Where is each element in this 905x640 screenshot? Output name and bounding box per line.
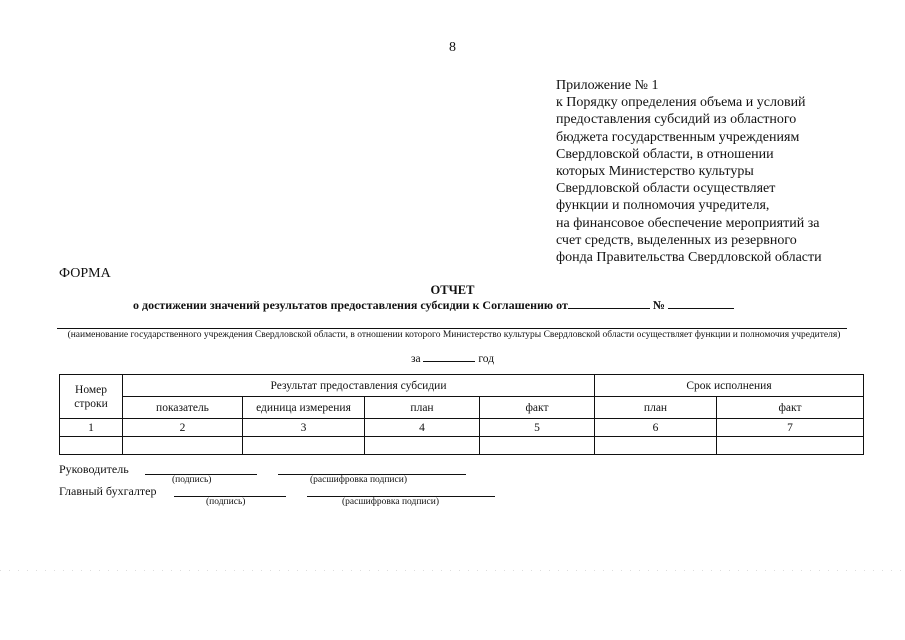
- accountant-signature-caption: (подпись): [206, 497, 246, 507]
- column-number: 2: [123, 419, 243, 437]
- appendix-line: которых Министерство культуры: [556, 164, 754, 180]
- column-number: 3: [243, 419, 365, 437]
- accountant-decryption-caption: (расшифровка подписи): [342, 497, 439, 507]
- form-label: ФОРМА: [59, 266, 111, 281]
- table-subheader-row: [60, 397, 864, 419]
- appendix-line: Приложение № 1: [556, 78, 659, 93]
- table-header-row: [60, 375, 864, 397]
- report-subtitle: [133, 297, 734, 313]
- agreement-number-field[interactable]: [668, 297, 734, 309]
- deadline-group-header: Срок исполнения: [595, 375, 864, 397]
- row-number-header: Номер строки: [60, 375, 123, 419]
- result-group-header: Результат предоставления субсидии: [123, 375, 595, 397]
- table-cell[interactable]: [365, 437, 480, 455]
- org-name-caption: (наименование государственного учреждения Свердловской области, в отношении которого Министерство культуры Свердловской области осуществляет функции и полномочия учредителя): [67, 330, 841, 340]
- table-cell[interactable]: [60, 437, 123, 455]
- column-number-row: [60, 419, 864, 437]
- unit-header: единица измерения: [243, 397, 365, 419]
- column-number: 1: [60, 419, 123, 437]
- appendix-line: Свердловской области, в отношении: [556, 146, 774, 162]
- number-sign: №: [652, 298, 665, 312]
- column-number: 7: [717, 419, 864, 437]
- appendix-line: предоставления субсидий из областного: [556, 112, 797, 128]
- results-table: [59, 374, 864, 455]
- indicator-header: показатель: [123, 397, 243, 419]
- accountant-label: Главный бухгалтер: [59, 484, 157, 498]
- table-cell[interactable]: [480, 437, 595, 455]
- column-number: 5: [480, 419, 595, 437]
- appendix-line: Свердловской области осуществляет: [556, 181, 776, 197]
- report-subtitle-text: о достижении значений результатов предоставления субсидии к Соглашению от: [133, 298, 568, 312]
- appendix-line: к Порядку определения объема и условий: [556, 95, 806, 111]
- year-prefix: за: [410, 353, 421, 365]
- appendix-line: счет средств, выделенных из резервного: [556, 232, 797, 248]
- year-suffix: год: [478, 353, 495, 365]
- appendix-line: функции и полномочия учредителя,: [556, 198, 770, 214]
- head-decryption-caption: (расшифровка подписи): [310, 475, 407, 485]
- table-cell[interactable]: [595, 437, 717, 455]
- table-row: [60, 437, 864, 455]
- column-number: 4: [365, 419, 480, 437]
- report-title: ОТЧЕТ: [430, 283, 475, 297]
- deadline-fact-header: факт: [717, 397, 864, 419]
- fact-header: факт: [480, 397, 595, 419]
- year-field[interactable]: [423, 350, 475, 362]
- agreement-date-field[interactable]: [568, 297, 650, 309]
- page-number: 8: [449, 40, 456, 55]
- deadline-plan-header: план: [595, 397, 717, 419]
- plan-header: план: [365, 397, 480, 419]
- appendix-line: бюджета государственным учреждениям: [556, 129, 800, 145]
- appendix-block: [556, 77, 856, 266]
- appendix-line: фонда Правительства Свердловской области: [556, 250, 822, 266]
- org-name-field[interactable]: [57, 328, 847, 329]
- head-label: Руководитель: [59, 462, 129, 476]
- table-cell[interactable]: [717, 437, 864, 455]
- table-cell[interactable]: [243, 437, 365, 455]
- report-period: [0, 350, 905, 365]
- scan-artifact-line: [0, 570, 905, 571]
- appendix-line: на финансовое обеспечение мероприятий за: [556, 215, 820, 231]
- column-number: 6: [595, 419, 717, 437]
- table-cell[interactable]: [123, 437, 243, 455]
- head-signature-caption: (подпись): [172, 475, 212, 485]
